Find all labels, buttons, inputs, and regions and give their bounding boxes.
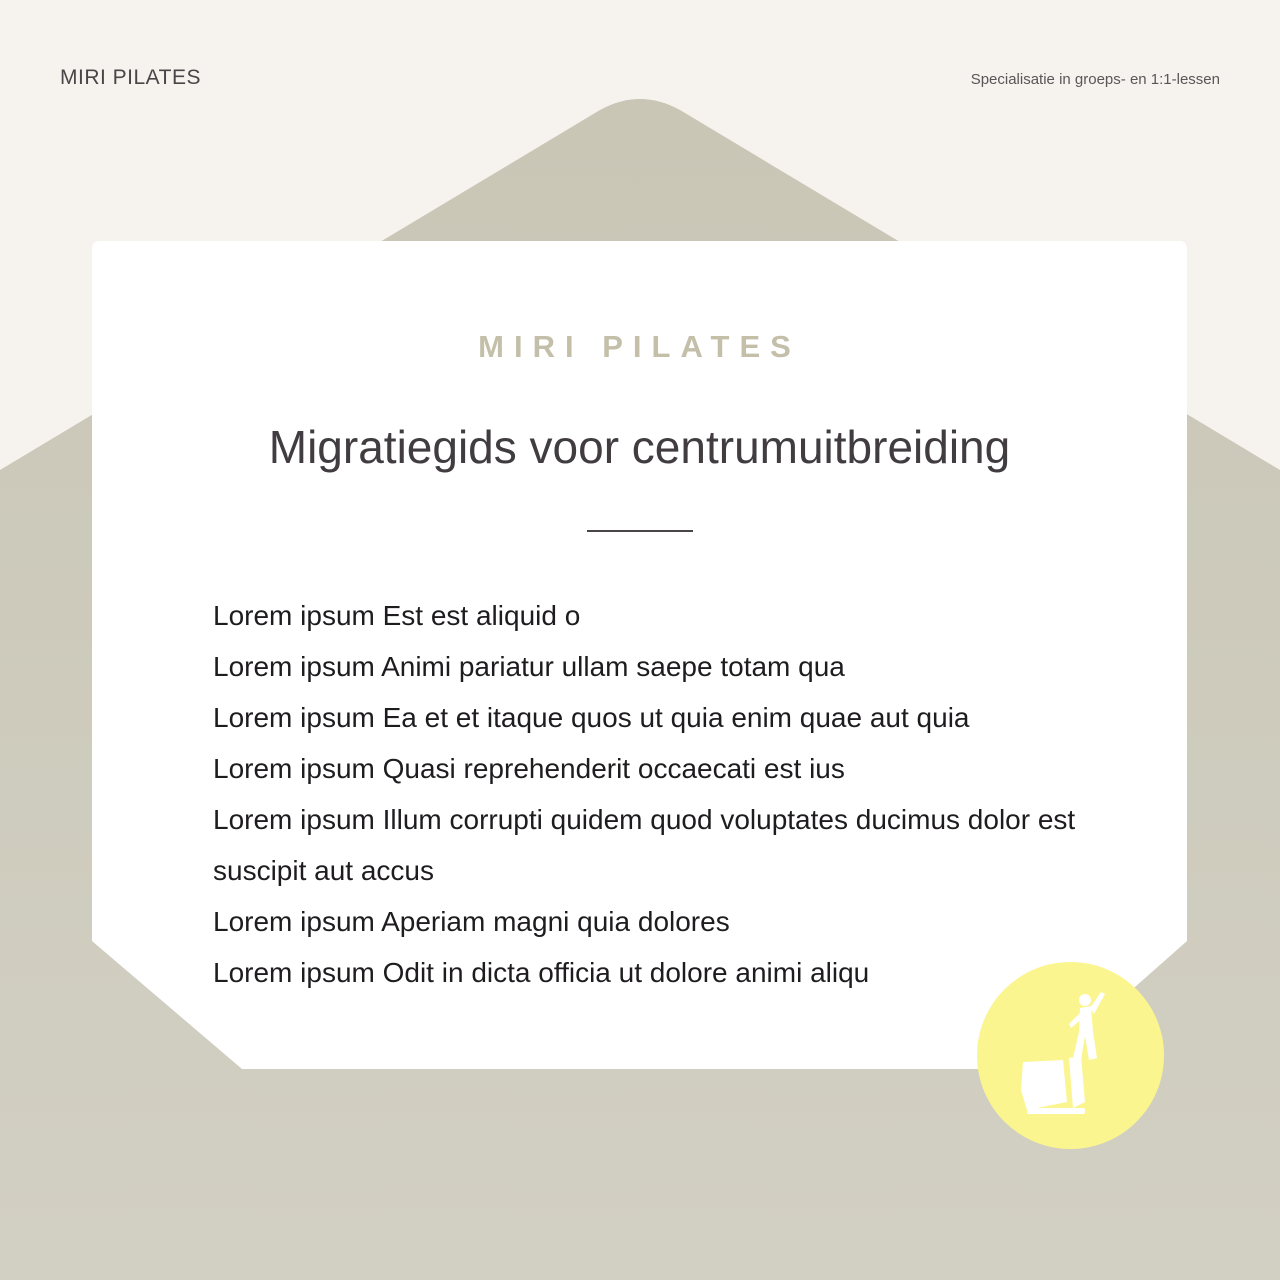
list-item: Lorem ipsum Est est aliquid o xyxy=(213,600,581,631)
pilates-badge xyxy=(977,962,1164,1149)
card-brand: MIRI PILATES xyxy=(478,329,801,364)
header-brand: MIRI PILATES xyxy=(60,66,201,89)
header-tagline: Specialisatie in groeps- en 1:1-lessen xyxy=(970,71,1220,88)
title-divider xyxy=(587,530,693,532)
list-item: Lorem ipsum Odit in dicta officia ut dolore animi aliqu xyxy=(213,957,870,988)
list-item: Lorem ipsum Ea et et itaque quos ut quia enim quae aut quia xyxy=(213,702,970,733)
list-item: Lorem ipsum Animi pariatur ullam saepe totam qua xyxy=(213,651,845,682)
list-item: Lorem ipsum Quasi reprehenderit occaecati est ius xyxy=(213,753,845,784)
card-title: Migratiegids voor centrumuitbreiding xyxy=(268,421,1011,473)
content-list xyxy=(213,590,1083,998)
list-item: Lorem ipsum Illum corrupti quidem quod voluptates ducimus dolor est suscipit aut accus xyxy=(213,804,1076,886)
list-item: Lorem ipsum Aperiam magni quia dolores xyxy=(213,906,730,937)
